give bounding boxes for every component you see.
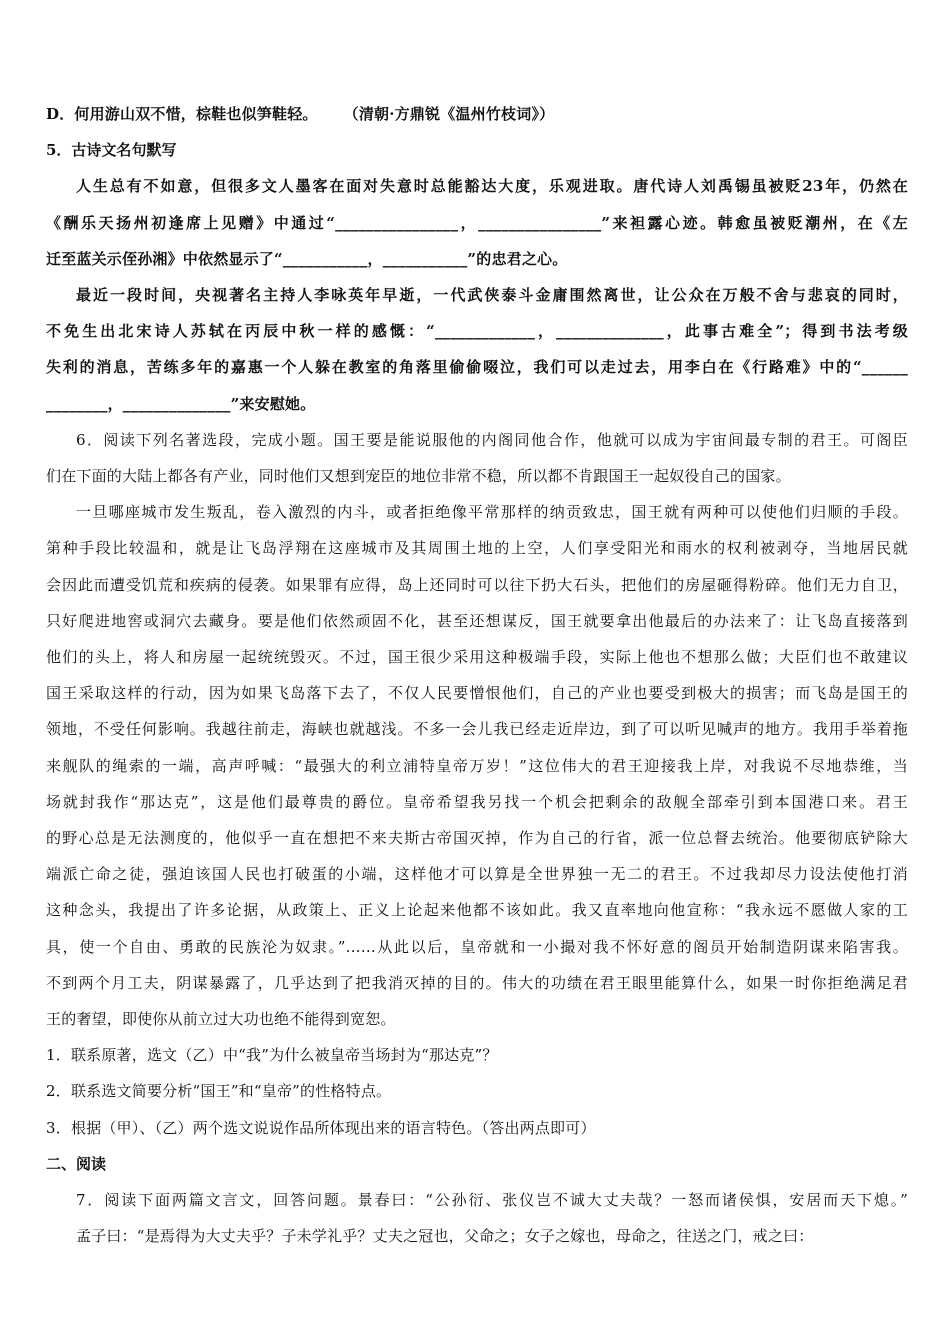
q6-text-line: 王的奢望，即使你从前立过大功也绝不能得到宽恕。 <box>46 1010 396 1029</box>
q6-text-line: 的野心总是无法测度的，他似乎一直在想把不来夫斯古帝国灭掉，作为自己的行省，派一位总督去统治。他要彻底铲除大 <box>46 829 908 848</box>
q6-text-line: 这种念头，我提出了许多论据，从政策上、正义上论起来他都不该如此。我又直率地向他宣称：“我永远不愿做人家的工 <box>46 901 908 920</box>
option-d-source: （清朝·方鼎锐《温州竹枝词》） <box>343 105 555 123</box>
section-2-heading: 二、阅读 <box>46 1154 107 1173</box>
sub-question-2: 2．联系选文简要分析“国王”和“皇帝”的性格特点。 <box>46 1082 392 1101</box>
q5-paragraph-line: 人生总有不如意，但很多文人墨客在面对失意时总能豁达大度，乐观进取。唐代诗人刘禹锡虽被贬23年，仍然在 <box>76 177 908 196</box>
option-d-line <box>46 96 908 132</box>
q6-text-line: 国王采取这样的行动，因为如果飞岛落下去了，不仅人民要憎恨他们，自己的产业也要受到极大的损害；而飞岛是国王的 <box>46 684 908 703</box>
q6-text-line: 第种手段比较温和，就是让飞岛浮翔在这座城市及其周围土地的上空，人们享受阳光和雨水的权利被剥夺，当地居民就 <box>46 539 908 558</box>
q6-text-line: 会因此而遭受饥荒和疾病的侵袭。如果罪有应得，岛上还同时可以往下扔大石头，把他们的房屋砸得粉碎。他们无力自卫， <box>46 575 908 594</box>
q6-text-line: 端派亡命之徒，强迫该国人民也打破蛋的小端，这样他才可以算是全世界独一无二的君王。不过我却尽力设法使他打消 <box>46 865 908 884</box>
q7-text-line: 孟子曰：“是焉得为大丈夫乎？子未学礼乎？丈夫之冠也，父命之；女子之嫁也，母命之，往送之门，戒之曰： <box>76 1227 814 1246</box>
q6-text-line: 不到两个月工夫，阴谋暴露了，几乎达到了把我消灭掉的目的。伟大的功绩在君王眼里能算什么，如果一时你拒绝满足君 <box>46 973 908 992</box>
q6-text-line: 一旦哪座城市发生叛乱，卷入激烈的内斗，或者拒绝像平常那样的纳贡致忠，国王就有两种可以使他们归顺的手段。 <box>76 503 908 522</box>
q7-intro-line: 7．阅读下面两篇文言文，回答问题。景春曰：“公孙衍、张仪岂不诚大丈夫哉？一怒而诸侯惧，安居而天下熄。” <box>76 1191 908 1210</box>
sub-question-3: 3．根据（甲）、（乙）两个选文说说作品所体现出来的语言特色。（答出两点即可） <box>46 1118 596 1137</box>
q5-paragraph-line: 不免生出北宋诗人苏轼在丙辰中秋一样的感慨：“_____________，______________，此事古难全”；得到书法考级 <box>46 322 908 341</box>
q5-paragraph-line: 迁至蓝关示侄孙湘》中依然显示了“___________，___________”的忠君之心。 <box>46 249 568 268</box>
q6-text-line: 他们的头上，将人和房屋一起统统毁灭。不过，国王很少采用这种极端手段，实际上他也不想那么做；大臣们也不敢建议 <box>46 648 908 667</box>
q6-text-line: 只好爬进地窖或洞穴去藏身。要是他们依然顽固不化，甚至还想谋反，国王就要拿出他最后的办法来了：让飞岛直接落到 <box>46 611 908 630</box>
q6-text-line: 领地，不受任何影响。我越往前走，海峡也就越浅。不多一会儿我已经走近岸边，到了可以听见喊声的地方。我用手举着拖 <box>46 720 908 739</box>
q5-paragraph-line: 最近一段时间，央视著名主持人李咏英年早逝，一代武侠泰斗金庸围然离世，让公众在万般不舍与悲哀的同时， <box>76 286 908 305</box>
q6-text-line: 们在下面的大陆上都各有产业，同时他们又想到宠臣的地位非常不稳，所以都不肯跟国王一起奴役自己的国家。 <box>46 467 791 486</box>
q6-text-line: 具，使一个自由、勇敢的民族沦为奴隶。”……从此以后，皇帝就和一小撮对我不怀好意的阁员开始制造阴谋来陷害我。 <box>46 937 908 956</box>
option-d-text: D．何用游山双不惜，棕鞋也似笋鞋轻。 <box>46 105 318 123</box>
q6-text-line: 来舰队的绳索的一端，高声呼喊：“最强大的利立浦特皇帝万岁！”这位伟大的君王迎接我上岸，对我说不尽地恭维，当 <box>46 756 908 775</box>
q5-paragraph-line: 《酬乐天扬州初逢席上见赠》中通过“________________，________________”来袒露心迹。韩愈虽被贬潮州，在《左 <box>46 213 908 232</box>
question-5-heading: 5．古诗文名句默写 <box>46 141 177 160</box>
q6-text-line: 场就封我作“那达克”，这是他们最尊贵的爵位。皇帝希望我另找一个机会把剩余的敌舰全部牵引到本国港口来。君王 <box>46 792 908 811</box>
q6-intro-line: 6．阅读下列名著选段，完成小题。国王要是能说服他的内阁同他合作，他就可以成为宇宙间最专制的君王。可阁臣 <box>76 430 908 449</box>
q5-paragraph-line: 失利的消息，苦练多年的嘉惠一个人躲在教室的角落里偷偷啜泣，我们可以走过去，用李白在《行路难》中的“______ <box>46 358 908 377</box>
document-page <box>46 96 908 1255</box>
q5-paragraph-line: ________，______________”来安慰她。 <box>46 394 316 413</box>
sub-question-1: 1．联系原著，选文（乙）中“我”为什么被皇帝当场封为“那达克”？ <box>46 1046 498 1065</box>
